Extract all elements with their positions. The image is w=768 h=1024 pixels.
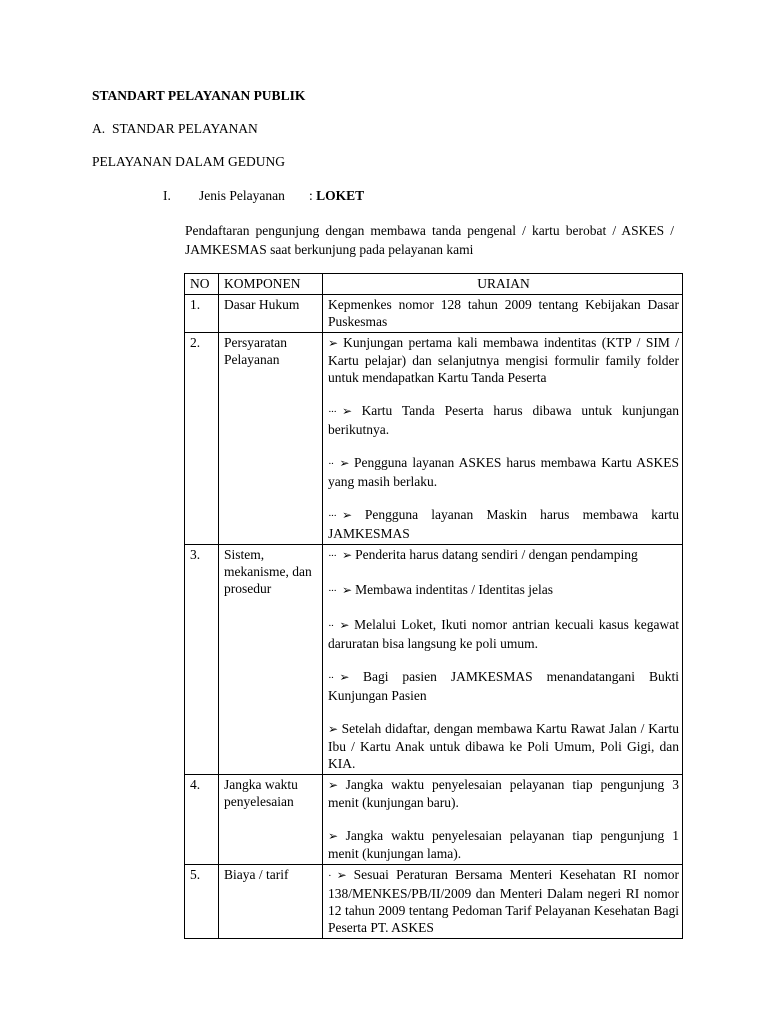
section-a-number: A. [92,121,106,136]
row-number: 5. [185,865,219,939]
uraian-item [328,402,679,438]
row-number: 2. [185,333,219,545]
arrow-bullet-icon: ➢ [328,778,346,792]
uraian-text: Setelah didaftar, dengan membawa Kartu Rawat Jalan / Kartu Ibu / Kartu Anak untuk dibawa ke Poli Umum, Poli Gigi, dan KIA. [328,721,679,771]
table-row [185,295,683,333]
arrow-bullet-icon: ➢ [342,548,356,562]
arrow-bullet-icon: ➢ [342,583,356,597]
uraian-item [328,776,679,811]
jenis-value: LOKET [316,188,365,203]
arrow-bullet-icon: ➢ [339,618,355,632]
uraian-item [328,546,679,565]
uraian-item [328,581,679,600]
uraian-item [328,720,679,772]
table-row [185,545,683,775]
uraian-item [328,296,679,330]
uraian-text: Pengguna layanan Maskin harus membawa kartu JAMKESMAS [328,507,679,541]
uraian-text: Kepmenkes nomor 128 tahun 2009 tentang Kebijakan Dasar Puskesmas [328,297,679,329]
uraian-item [328,334,679,386]
table-row [185,775,683,865]
table-row [185,865,683,939]
jenis-label: Jenis Pelayanan [199,188,285,203]
document-title: STANDART PELAYANAN PUBLIK [92,88,306,103]
uraian-text: Penderita harus datang sendiri / dengan pendamping [355,547,638,562]
uraian-item [328,454,679,490]
arrow-bullet-icon: ➢ [339,456,355,470]
uraian-text: Kunjungan pertama kali membawa indentitas (KTP / SIM / Kartu pelajar) dan selanjutnya mengisi formulir family folder untuk mendapatkan Kartu Tanda Peserta [328,335,679,385]
bullet-dots-icon: ··· [328,585,336,597]
uraian-text: Jangka waktu penyelesaian pelayanan tiap pengunjung 3 menit (kunjungan baru). [328,777,679,810]
table-row [185,333,683,545]
uraian-item [328,506,679,542]
section-a-label: STANDAR PELAYANAN [112,121,258,136]
intro-paragraph: Pendaftaran pengunjung dengan membawa tanda pengenal / kartu berobat / ASKES / JAMKESMAS saat berkunjung pada pelayanan kami [185,223,674,257]
row-komponen: Biaya / tarif [219,865,323,939]
arrow-bullet-icon: ➢ [328,336,344,350]
uraian-item [328,827,679,862]
table-body [185,295,683,939]
subsection-heading: PELAYANAN DALAM GEDUNG [92,154,286,169]
uraian-item [328,668,679,704]
jenis-roman-number: I. [163,188,171,203]
bullet-dots-icon: ·· [328,458,334,470]
row-number: 1. [185,295,219,333]
arrow-bullet-icon: ➢ [328,829,346,843]
uraian-text: Kartu Tanda Peserta harus dibawa untuk kunjungan berikutnya. [328,403,680,437]
row-komponen: Dasar Hukum [219,295,323,333]
table-header-row [185,274,683,295]
bullet-dots-icon: ··· [328,406,336,418]
uraian-text: Sesuai Peraturan Bersama Menteri Kesehatan RI nomor 138/MENKES/PB/II/2009 dan Menteri Dalam negeri RI nomor 12 tahun 2009 tentang Pedoman Tarif Pelayanan Kesehatan Bagi Peserta PT. ASKES [328,867,680,935]
uraian-text: Bagi pasien JAMKESMAS menandatangani Bukti Kunjungan Pasien [328,669,679,703]
standard-table [184,273,683,939]
uraian-text: Membawa indentitas / Identitas jelas [355,582,554,597]
row-uraian [323,545,683,775]
arrow-bullet-icon: ➢ [339,670,363,684]
uraian-item [328,616,679,652]
header-uraian: URAIAN [323,274,683,295]
row-number: 4. [185,775,219,865]
row-uraian [323,333,683,545]
bullet-dots-icon: ··· [328,510,336,522]
row-uraian [323,775,683,865]
bullet-dots-icon: ·· [328,672,334,684]
uraian-text: Pengguna layanan ASKES harus membawa Kartu ASKES yang masih berlaku. [328,455,679,489]
arrow-bullet-icon: ➢ [342,404,362,418]
row-uraian [323,865,683,939]
arrow-bullet-icon: ➢ [342,508,365,522]
row-number: 3. [185,545,219,775]
bullet-dots-icon: ·· [328,620,334,632]
uraian-item [328,866,679,936]
row-uraian [323,295,683,333]
row-komponen: Sistem, mekanisme, dan prosedur [219,545,323,775]
header-no: NO [185,274,219,295]
uraian-text: Melalui Loket, Ikuti nomor antrian kecuali kasus kegawat daruratan bisa langsung ke poli umum. [328,617,680,651]
bullet-dots-icon: · [328,870,331,882]
arrow-bullet-icon: ➢ [328,722,342,736]
section-a-heading [92,121,258,137]
row-komponen: Persyaratan Pelayanan [219,333,323,545]
arrow-bullet-icon: ➢ [336,868,354,882]
bullet-dots-icon: ··· [328,550,336,562]
row-komponen: Jangka waktu penyelesaian [219,775,323,865]
header-komponen: KOMPONEN [219,274,323,295]
uraian-text: Jangka waktu penyelesaian pelayanan tiap pengunjung 1 menit (kunjungan lama). [328,828,679,861]
jenis-separator: : [309,188,313,203]
jenis-pelayanan-line [163,188,364,204]
